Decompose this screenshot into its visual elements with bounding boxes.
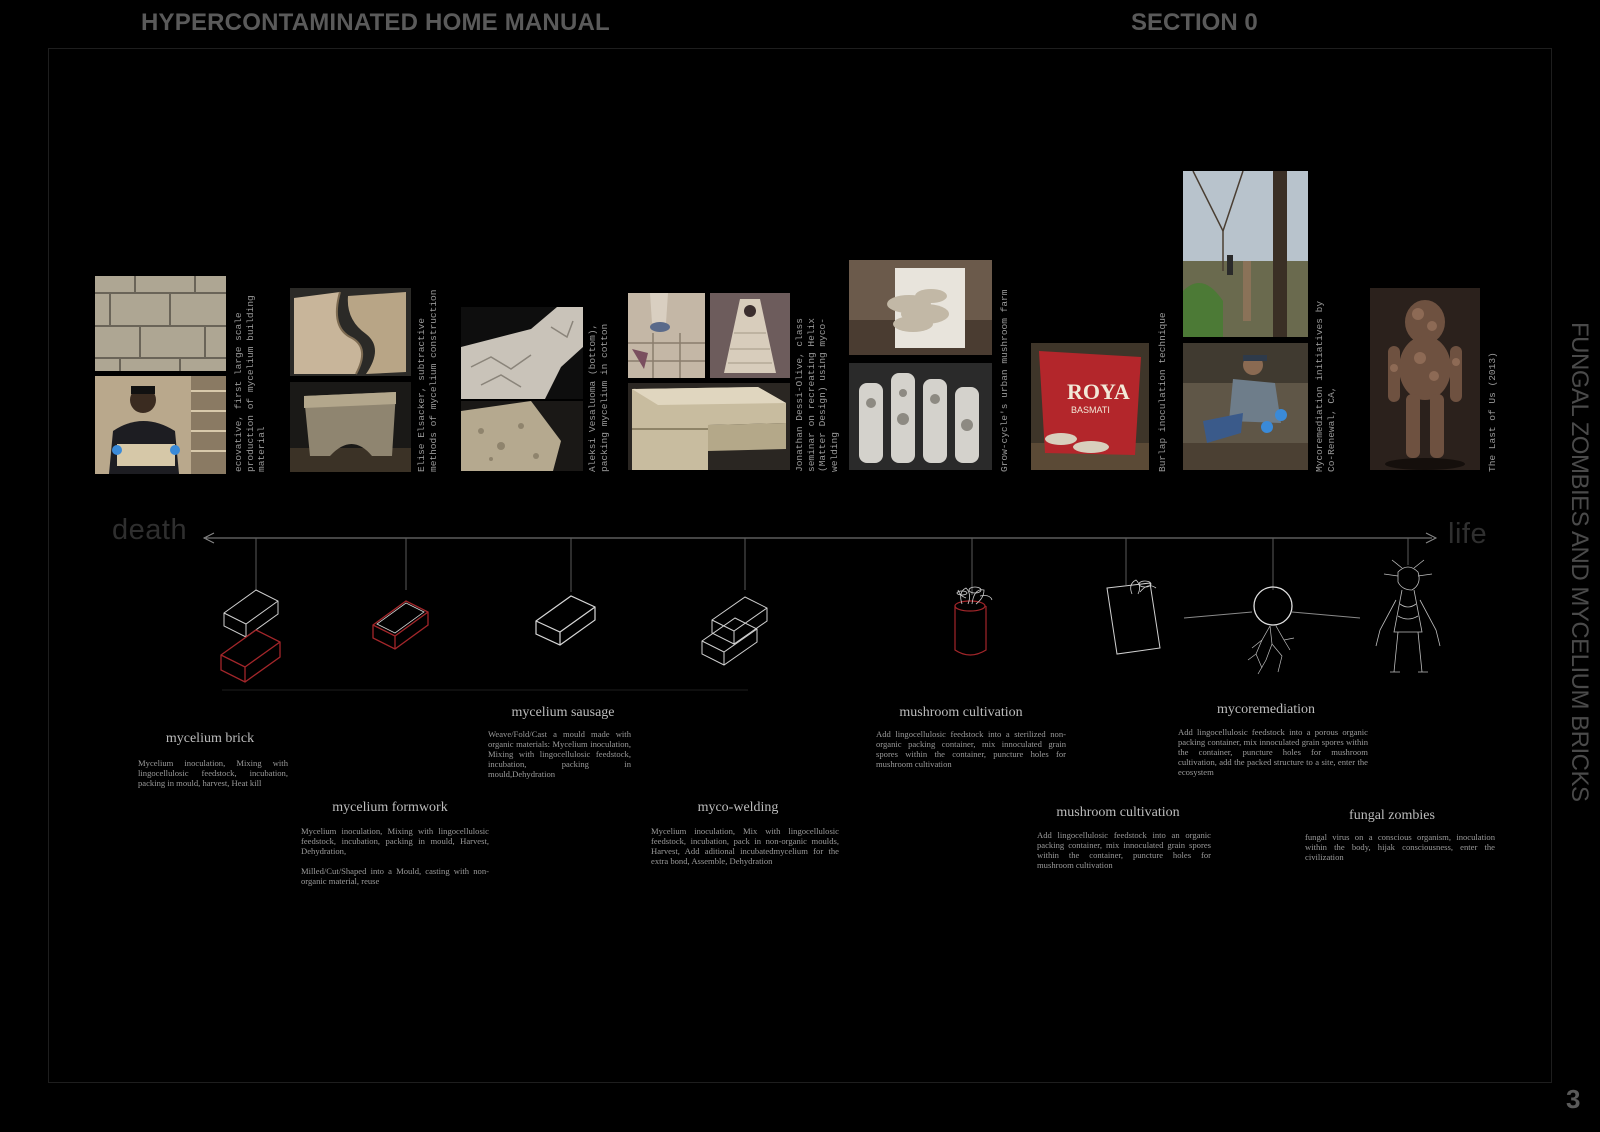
stage-title-mycelium-formwork: mycelium formwork: [332, 800, 448, 815]
cultivation-cylinder-icon: [955, 587, 992, 655]
rice-sack-type: BASMATI: [1071, 405, 1110, 415]
caption-text: ecovative, first large scale production of mycelium building material: [233, 295, 267, 472]
stage-desc-paragraph: Add lingocellulosic feedstock into a porous organic packing container, mix innoculated grain spores within the container, puncture holes for mushroom cultivation, add the packed structure to a site, enter the ecosystem: [1178, 727, 1368, 777]
page-title: HYPERCONTAMINATED HOME MANUAL: [141, 9, 610, 36]
death-life-axis: [204, 533, 1436, 543]
stage-desc-mycoremediation: [1178, 727, 1368, 787]
brick-red-icon: [221, 630, 280, 682]
caption-text: The Last of Us (2013): [1487, 352, 1498, 472]
caption-text: Mycoremediation initiatives by Co-Renewal, CA,: [1314, 300, 1337, 472]
mycoremediation-icon: [1184, 587, 1360, 674]
caption-text: Aleksi Vesaluoma (bottom), packing mycelium in cotton: [587, 323, 610, 472]
zombie-figure-icon: [1376, 560, 1440, 672]
stage-desc-mycelium-formwork: [301, 826, 489, 896]
formwork-icon: [373, 601, 428, 649]
stage-desc-fungal-zombies: [1305, 832, 1495, 872]
stage-desc-paragraph: fungal virus on a conscious organism, inoculation within the body, hijak consciousness, enter the civilization: [1305, 832, 1495, 862]
stage-title-mycelium-brick: mycelium brick: [165, 731, 255, 746]
caption-text: Jonathan Dessi-Olive, class seminar on recreating Helix (Matter Design) using myco-welding: [794, 318, 840, 472]
stage-desc-paragraph: Mycelium inoculation, Mix with lingocellulosic feedstock, incubation, pack in non-organic moulds, Harvest, Add aditional incubatedmycelium for the extra bond, Assemble, Dehydration: [651, 826, 839, 866]
cultivation-sack-icon: [1107, 580, 1160, 654]
stage-title-myco-welding: myco-welding: [697, 800, 779, 815]
section-label: SECTION 0: [1131, 9, 1258, 36]
stage-title-mushroom-cultivation-1: mushroom cultivation: [899, 705, 1023, 720]
drop-lines: [256, 538, 1408, 595]
stage-title-mushroom-cultivation-2: mushroom cultivation: [1056, 805, 1180, 820]
stage-title-fungal-zombies: fungal zombies: [1349, 808, 1435, 823]
stage-desc-mushroom-cultivation-1: [876, 729, 1066, 779]
caption-text: Burlap inoculation technique: [1157, 312, 1168, 472]
stage-desc-mycelium-sausage: [488, 729, 631, 789]
rice-sack-brand: ROYA: [1067, 379, 1130, 404]
brick-icon: [224, 590, 278, 637]
stage-desc-paragraph: Mycelium inoculation, Mixing with lingocellulosic feedstock, incubation, packing in mould, harvest, Heat kill: [138, 758, 288, 788]
stage-desc-paragraph: Add lingocellulosic feedstock into an organic packing container, mix innoculated grain spores within the container, puncture holes for mushroom cultivation: [1037, 830, 1211, 870]
death-label: death: [112, 514, 188, 546]
formwork-outline-icon: [377, 603, 424, 633]
myco-welding-icon: [702, 597, 767, 665]
caption-text: Grow-cycle's urban mushroom farm: [999, 289, 1010, 472]
page-number: 3: [1566, 1084, 1581, 1114]
stage-desc-mycelium-brick: [138, 758, 288, 798]
stage-title-mycelium-sausage: mycelium sausage: [511, 705, 615, 720]
caption-text: Elise Elsacker, subtractive methods of mycelium construction: [416, 289, 439, 472]
stage-title-mycoremediation: mycoremediation: [1217, 702, 1315, 717]
life-label: life: [1448, 518, 1488, 550]
stage-desc-paragraph: Weave/Fold/Cast a mould made with organic materials: Mycelium inoculation, Mixing with lingocellulosic feedstock, incubation, packing in mould,Dehydration: [488, 729, 631, 779]
stage-desc-paragraph: Milled/Cut/Shaped into a Mould, casting with non-organic material, reuse: [301, 866, 489, 886]
stage-desc-myco-welding: [651, 826, 839, 876]
side-title-text: FUNGAL ZOMBIES AND MYCELIUM BRICKS: [1566, 322, 1593, 802]
stage-desc-mushroom-cultivation-2: [1037, 830, 1211, 880]
stage-desc-paragraph: Mycelium inoculation, Mixing with lingocellulosic feedstock, incubation, packing in mould, Harvest, Dehydration,: [301, 826, 489, 856]
sausage-icon: [536, 596, 595, 645]
stage-desc-paragraph: Add lingocellulosic feedstock into a sterilized non-organic packing container, mix innoculated grain spores within the container, puncture holes for mushroom cultivation: [876, 729, 1066, 769]
